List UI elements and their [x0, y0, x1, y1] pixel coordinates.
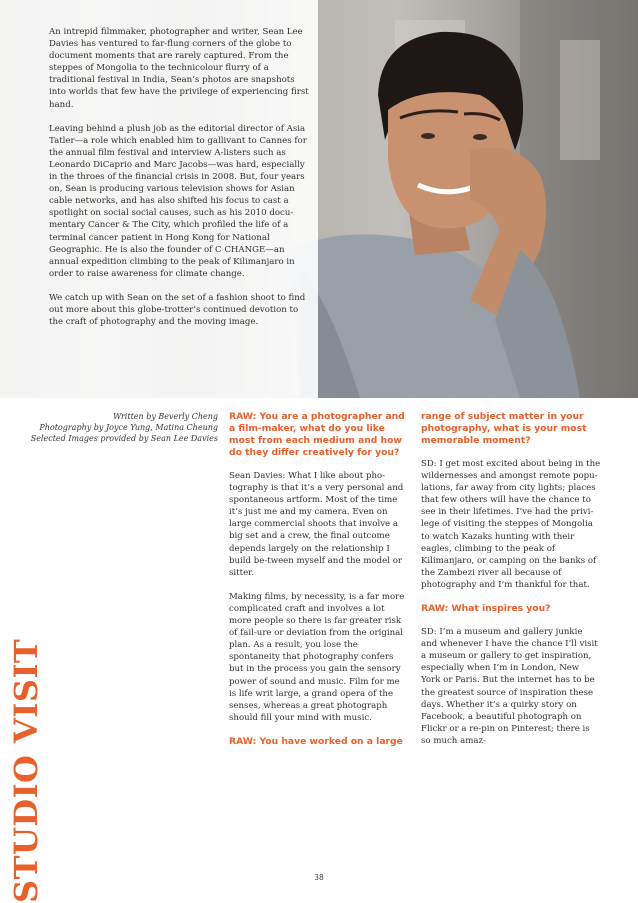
interview-question: RAW: What inspires you?	[421, 603, 551, 615]
interview-question: RAW: You have worked on a large	[229, 735, 403, 747]
credit-writer: Written by Beverly Cheng	[113, 412, 218, 421]
article-column-2	[421, 411, 601, 759]
credit-photography: Photography by Joyce Yung, Matina Cheung	[39, 423, 218, 433]
intro-text	[49, 26, 311, 340]
interview-question: range of subject matter in your photography, what is your most memorable moment?	[421, 411, 587, 446]
article-credits	[28, 411, 218, 445]
credit-images: Selected Images provided by Sean Lee Davies	[30, 434, 218, 444]
intro-paragraph: Leaving behind a plush job as the editorial director of Asia Tatler—a role which enabled him to gallivant to Cannes for the annual film festival and interview A-listers such as Leonardo DiCaprio and Marc Jacobs—was hard, especially in the throes of the financial crisis in 2008. But, four years on, Sean is producing various television shows for Asian cable networks, and has also shifted his focus to cast a spotlight on social social causes, such as his 2010 docu-mentary Cancer & The City, which profiled the life of a terminal cancer patient in Hong Kong for National Geographic. He is also the founder of C CHANGE—an annual expedition climbing to the peak of Kilimanjaro in order to raise awareness for climate change.	[49, 123, 307, 279]
interview-question: RAW: You are a photographer and a film-maker, what do you like most from each medium and how do they differ creatively for you?	[229, 411, 405, 458]
interview-answer: Making films, by necessity, is a far more complicated craft and involves a lot more people so there is far greater risk of fail-ure or deviation from the original plan. As a result, you lose the spontaneity that photography confers but in the process you gain the sensory power of sound and music. Film for me is life writ large, a grand opera of the senses, whereas a great photograph should fill your mind with music.	[229, 591, 405, 723]
intro-paragraph: We catch up with Sean on the set of a fashion shoot to find out more about this globe-trotter’s continued devotion to the craft of photography and the moving image.	[49, 292, 306, 328]
section-label: STUDIO VISIT	[7, 638, 45, 903]
intro-paragraph: An intrepid filmmaker, photographer and writer, Sean Lee Davies has ventured to far-flung corners of the globe to document moments that are rarely captured. From the steppes of Mongolia to the technicolour flurry of a traditional festival in India, Sean’s photos are snapshots into worlds that few have the privilege of experiencing first hand.	[49, 27, 309, 110]
interview-answer: Sean Davies: What I like about pho-tography is that it’s a very personal and spontaneous artform. Most of the time it’s just me and my camera. Even on large commercial shoots that involve a big set and a crew, the final outcome depends largely on the relationship I build be-tween myself and the model or sitter.	[229, 471, 404, 578]
interview-answer: SD: I’m a museum and gallery junkie and whenever I have the chance I’ll visit a museum or gallery to get inspiration, especially when I’m in London, New York or Paris. But the internet has to be the greatest source of inspiration these days. Whether it’s a quirky story on Facebook, a beautiful photograph on Flickr or a re-pin on Pinterest; there is so much amaz-	[421, 627, 598, 746]
interview-answer: SD: I get most excited about being in the wildernesses and amongst remote popu-lations, far away from city lights; places that few others will have the chance to see in their lifetimes. I’ve had the privi-lege of visiting the steppes of Mongolia to watch Kazaks hunting with their eagles, climbing to the peak of Kilimanjaro, or camping on the banks of the Zambezi river all because of photography and I’m thankful for that.	[421, 459, 601, 590]
article-column-1	[229, 411, 407, 759]
page-number: 38	[314, 873, 324, 882]
